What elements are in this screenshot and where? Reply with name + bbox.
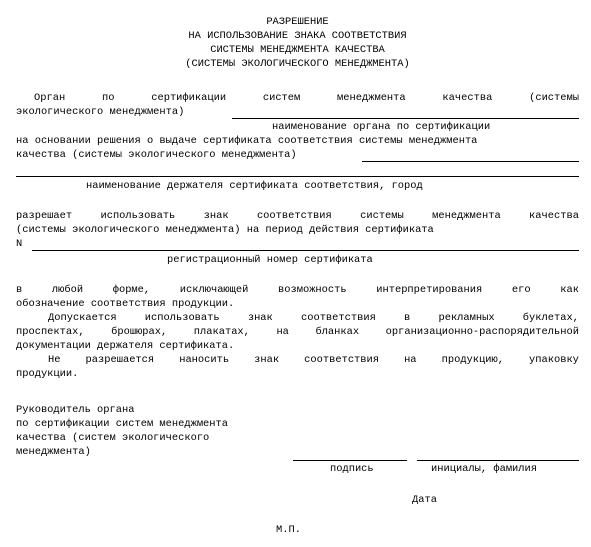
p1-line-2: экологического менеджмента) xyxy=(16,106,185,118)
p1-line-4: качества (системы экологического менеджмента) xyxy=(16,149,297,161)
cert-number-caption: регистрационный номер сертификата xyxy=(167,254,373,266)
p3-line-3: Допускается использовать знак соответствия в рекламных буклетах, xyxy=(48,312,579,324)
org-name-line xyxy=(232,118,579,119)
signatory-line-2: по сертификации систем менеджмента xyxy=(16,418,229,430)
holder-name-caption: наименование держателя сертификата соответствия, город xyxy=(86,180,423,192)
title-line-2: НА ИСПОЛЬЗОВАНИЕ ЗНАКА СООТВЕТСТВИЯ xyxy=(188,30,407,42)
full-name-caption: инициалы, фамилия xyxy=(431,463,538,475)
cert-number-sign: N xyxy=(16,238,23,250)
signatory-line-1: Руководитель органа xyxy=(16,404,135,416)
date-label: Дата xyxy=(412,494,437,506)
p3-line-2: обозначение соответствия продукции. xyxy=(16,298,235,310)
signatory-line-4: менеджмента) xyxy=(16,446,91,458)
p1-line-3: на основании решения о выдаче сертификата соответствия системы менеджмента xyxy=(16,135,478,147)
holder-name-line xyxy=(16,176,579,177)
title-line-1: РАЗРЕШЕНИЕ xyxy=(266,16,329,28)
title-line-4: (СИСТЕМЫ ЭКОЛОГИЧЕСКОГО МЕНЕДЖМЕНТА) xyxy=(185,58,410,70)
p1-line-1: Орган по сертификации систем менеджмента качества (системы xyxy=(34,92,579,104)
org-name-caption: наименование органа по сертификации xyxy=(272,121,491,133)
quality-system-line xyxy=(362,161,579,162)
p3-line-4: проспектах, брошюрах, плакатах, на бланках организационно-распорядительной xyxy=(16,326,579,338)
p3-line-1: в любой форме, исключающей возможность интерпретирования его как xyxy=(16,284,579,296)
seal-label: М.П. xyxy=(276,524,301,536)
p3-line-7: продукции. xyxy=(16,368,79,380)
p2-line-1: разрешает использовать знак соответствия системы менеджмента качества xyxy=(16,210,579,222)
p2-line-2: (системы экологического менеджмента) на период действия сертификата xyxy=(16,224,434,236)
cert-number-line xyxy=(32,250,579,251)
title-line-3: СИСТЕМЫ МЕНЕДЖМЕНТА КАЧЕСТВА xyxy=(210,44,385,56)
full-name-line xyxy=(417,460,579,461)
p3-line-6: Не разрешается наносить знак соответствия на продукцию, упаковку xyxy=(48,354,579,366)
signature-line xyxy=(293,460,407,461)
signature-caption: подпись xyxy=(330,463,374,475)
signatory-line-3: качества (систем экологического xyxy=(16,432,210,444)
p3-line-5: документации держателя сертификата. xyxy=(16,340,235,352)
